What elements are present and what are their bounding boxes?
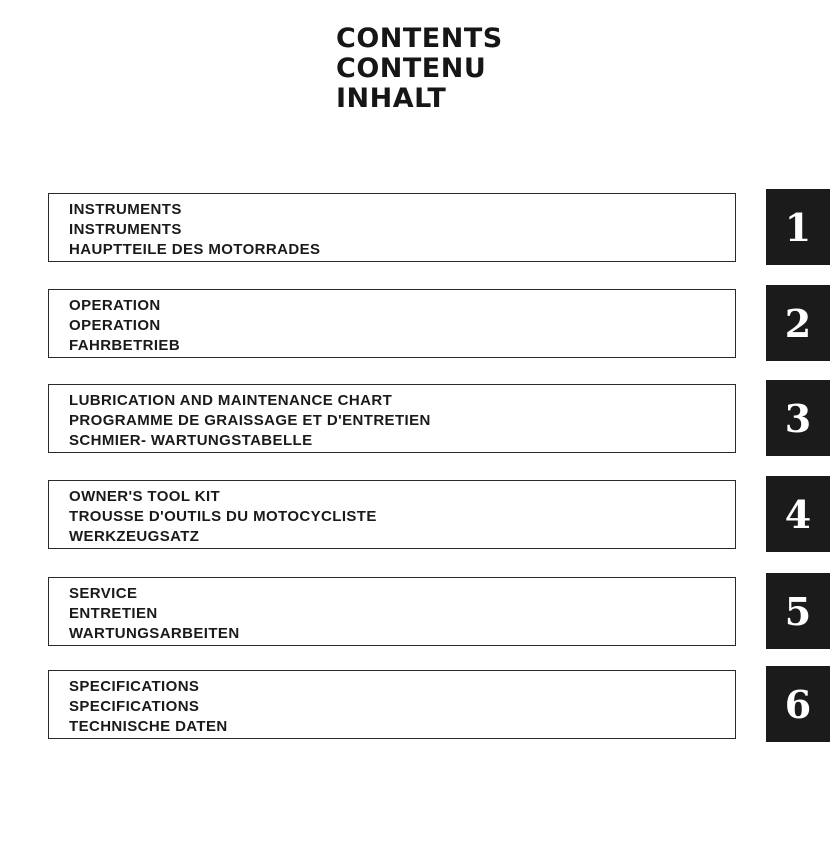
section-label-german: FAHRBETRIEB: [69, 337, 181, 354]
section-label-box[interactable]: [48, 193, 736, 262]
section-label-english: OPERATION: [69, 297, 161, 314]
section-tab-3[interactable]: 3: [766, 380, 830, 456]
section-label-german: WERKZEUGSATZ: [69, 528, 200, 545]
section-label-english: SERVICE: [69, 585, 138, 602]
section-operation[interactable]: [0, 289, 830, 365]
section-label-german: HAUPTTEILE DES MOTORRADES: [69, 241, 321, 258]
page-title-french: CONTENU: [336, 53, 487, 84]
section-label-german: SCHMIER- WARTUNGSTABELLE: [69, 432, 313, 449]
section-label-french: TROUSSE D'OUTILS DU MOTOCYCLISTE: [69, 508, 377, 525]
section-label-french: INSTRUMENTS: [69, 221, 182, 238]
section-label-english: LUBRICATION AND MAINTENANCE CHART: [69, 392, 393, 409]
section-lubrication[interactable]: [0, 384, 830, 460]
section-label-box[interactable]: [48, 289, 736, 358]
section-tab-1[interactable]: 1: [766, 189, 830, 265]
section-tab-4[interactable]: 4: [766, 476, 830, 552]
section-label-french: OPERATION: [69, 317, 161, 334]
section-label-box[interactable]: [48, 577, 736, 646]
section-label-box[interactable]: [48, 384, 736, 453]
section-service[interactable]: [0, 577, 830, 653]
section-label-german: TECHNISCHE DATEN: [69, 718, 228, 735]
section-tab-5[interactable]: 5: [766, 573, 830, 649]
section-label-french: SPECIFICATIONS: [69, 698, 200, 715]
section-label-english: OWNER'S TOOL KIT: [69, 488, 221, 505]
section-specifications[interactable]: [0, 670, 830, 746]
section-label-english: SPECIFICATIONS: [69, 678, 200, 695]
page-title-english: CONTENTS: [336, 23, 503, 54]
section-tool-kit[interactable]: [0, 480, 830, 556]
section-instruments[interactable]: [0, 193, 830, 269]
section-tab-6[interactable]: 6: [766, 666, 830, 742]
section-tab-2[interactable]: 2: [766, 285, 830, 361]
section-label-box[interactable]: [48, 480, 736, 549]
page-title: [336, 24, 503, 114]
section-label-french: PROGRAMME DE GRAISSAGE ET D'ENTRETIEN: [69, 412, 431, 429]
section-label-german: WARTUNGSARBEITEN: [69, 625, 240, 642]
section-label-box[interactable]: [48, 670, 736, 739]
section-label-english: INSTRUMENTS: [69, 201, 182, 218]
page-title-german: INHALT: [336, 83, 447, 114]
section-label-french: ENTRETIEN: [69, 605, 158, 622]
